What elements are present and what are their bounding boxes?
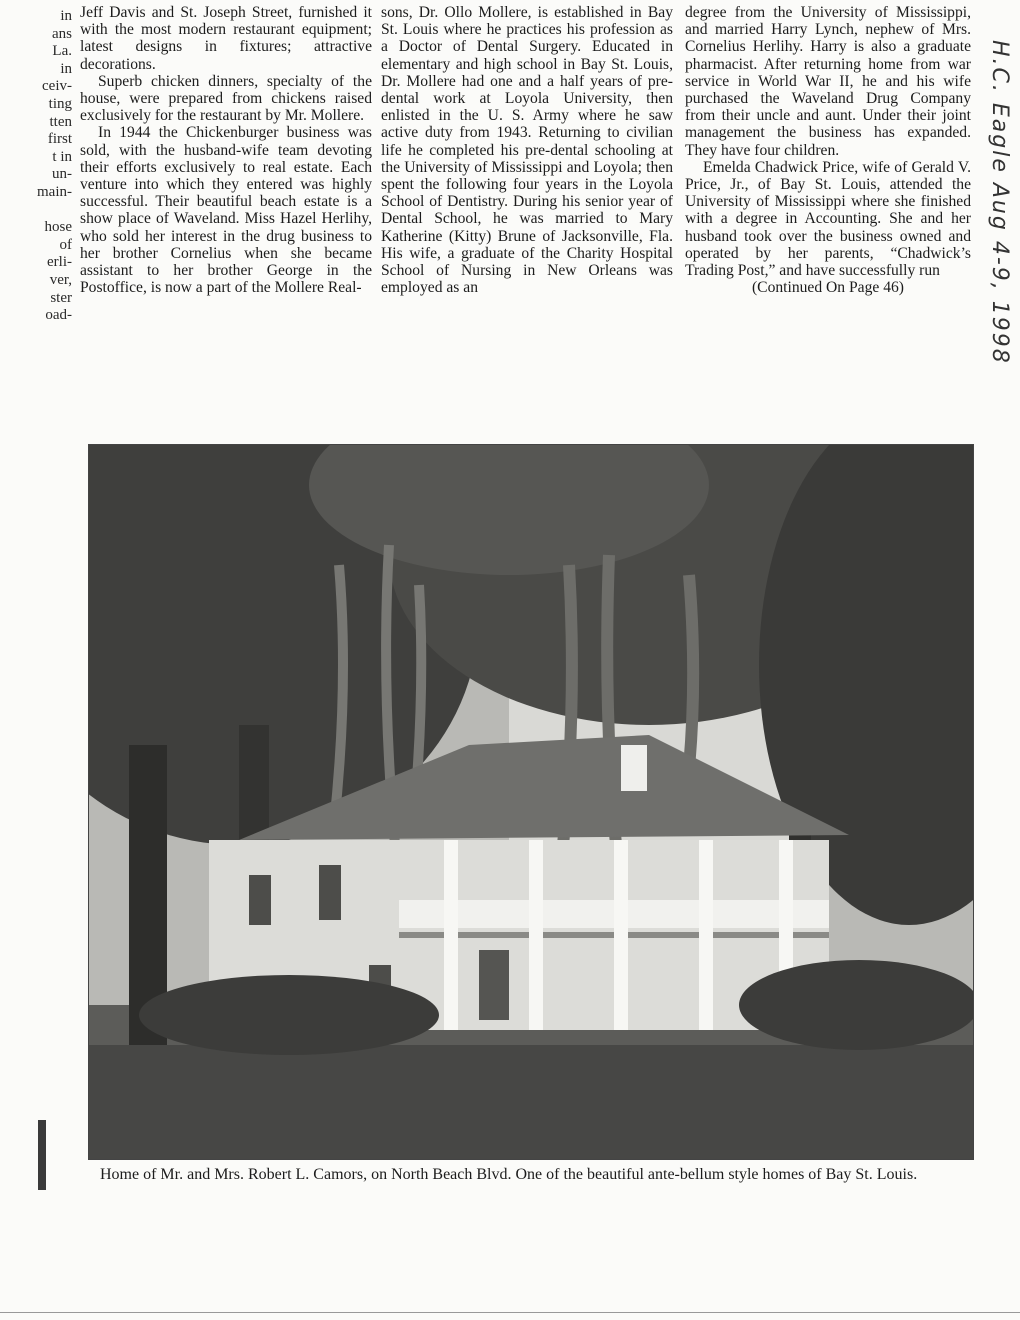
paragraph: Superb chicken dinners, specialty of the house, were prepared from chickens raised exclusively for the restaurant by Mr. Mollere.: [80, 72, 372, 125]
porch-column: [699, 840, 713, 1030]
margin-fragment: in: [60, 60, 72, 77]
margin-fragment: ans: [52, 25, 72, 42]
house-photograph: [88, 444, 974, 1160]
window: [319, 865, 341, 920]
porch-column: [614, 840, 628, 1030]
margin-fragment: tten: [49, 113, 72, 130]
margin-fragment: in: [60, 8, 72, 24]
paragraph: In 1944 the Chickenburger business was sold, with the husband-wife team devoting their efforts exclusively to real estate. Each venture into which they entered was highly successful. Their beautiful beach estate is a show place of Waveland. Miss Hazel Herlihy, who sold her interest in the drug business to her brother Cornelius when she became assistant to her brother George in the Postoffice, is now a part of the Mollere Real-: [80, 124, 372, 297]
adjacent-column-fragments: [20, 8, 72, 325]
article-column-1: [80, 4, 372, 296]
porch-column: [529, 840, 543, 1030]
margin-fragment: main-: [37, 183, 72, 200]
handwritten-text: H.C. Eagle Aug 4-9, 1998: [987, 40, 1012, 365]
margin-fragment: ceiv-: [42, 78, 72, 95]
photo-caption: Home of Mr. and Mrs. Robert L. Camors, on North Beach Blvd. One of the beautiful ante-bellum style homes of Bay St. Louis.: [100, 1166, 918, 1183]
shrubbery: [739, 960, 973, 1050]
window: [249, 875, 271, 925]
margin-fragment: un-: [52, 166, 72, 183]
margin-fragment: t in: [52, 148, 72, 165]
margin-fragment: ver,: [49, 271, 72, 288]
continued-note: (Continued On Page 46): [751, 279, 905, 297]
margin-fragment: ting: [48, 95, 72, 112]
lawn-shadow: [89, 1045, 973, 1159]
doorway: [479, 950, 509, 1020]
shrubbery: [139, 975, 439, 1055]
paragraph: sons, Dr. Ollo Mollere, is established in Bay St. Louis where he practices his profession as a Doctor of Dental Surgery. Educated in elementary and high school in Bay St. Louis, Dr. Mollere had one and a half years of pre-dental work at Loyola University, then enlisted in the U. S. Army where he saw active duty from 1943. Returning to civilian life he completed his pre-dental schooling at the University of Mississippi and Loyola; then spent the following four years in the Loyola School of Dentistry. During his senior year of Dental School, he was married to Mary Katherine (Kitty) Brune of Jacksonville, Fla. His wife, a graduate of the Charity Hospital School of Nursing in New Orleans was employed as an: [381, 4, 673, 297]
margin-fragment: La.: [52, 43, 72, 60]
scan-edge-mark: [38, 1120, 46, 1190]
porch-column: [444, 840, 458, 1030]
photo-illustration: [89, 445, 973, 1159]
margin-fragment: [20, 202, 72, 220]
handwritten-source-note: [974, 40, 1014, 420]
article-column-3: [685, 4, 971, 296]
margin-fragment: of: [59, 236, 72, 253]
margin-fragment: ster: [50, 289, 72, 306]
article-column-2: [381, 4, 673, 296]
paragraph: Emelda Chadwick Price, wife of Gerald V. Price, Jr., of Bay St. Louis, attended the University of Mississippi where she finished with a degree in Accounting. She and her husband took over the business owned and operated by her parents, “Chadwick’s Trading Post,” and have successfully run: [685, 158, 971, 280]
margin-fragment: erli-: [47, 254, 72, 271]
paragraph: Jeff Davis and St. Joseph Street, furnished it with the most modern restaurant equipment; latest designs in fixtures; attractive decorations.: [80, 4, 372, 73]
dormer-window: [621, 745, 647, 791]
paragraph: degree from the University of Mississippi, and married Harry Lynch, nephew of Mrs. Cornelius Herlihy. Harry is also a graduate pharmacist. After returning home from war service in World War II, he and his wife purchased the Waveland Drug Company from their uncle and aunt. Under their joint management the business has expanded. They have four children.: [685, 4, 971, 159]
margin-fragment: hose: [44, 219, 72, 236]
page-bottom-rule: [0, 1312, 1020, 1313]
margin-fragment: first: [47, 131, 72, 148]
margin-fragment: oad-: [45, 307, 72, 324]
